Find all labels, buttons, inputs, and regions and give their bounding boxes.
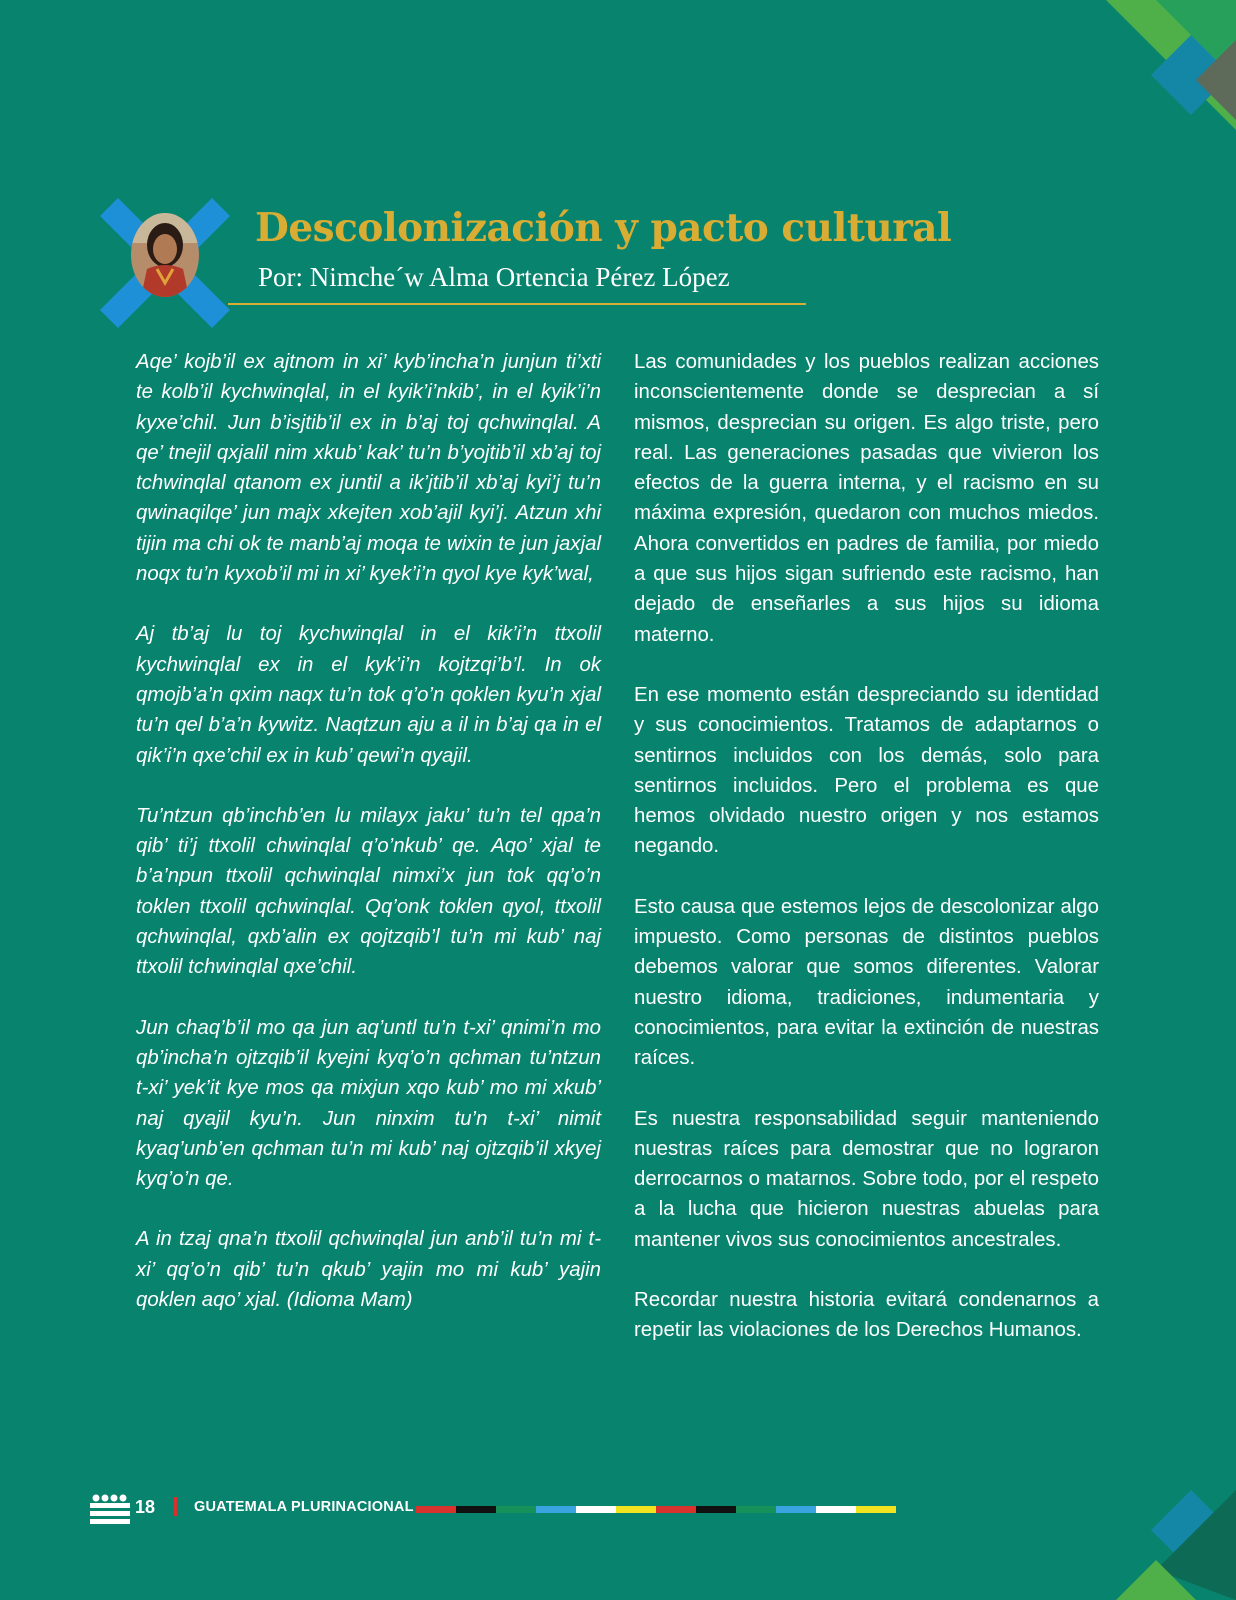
corner-decoration-top: [1096, 0, 1236, 140]
color-stripe: [576, 1506, 616, 1513]
paragraph: Esto causa que estemos lejos de descolonizar algo impuesto. Como personas de distintos pueblos debemos valorar que somos diferentes. Valorar nuestro idioma, tradiciones, indumentaria y conocimientos, para evitar la extinción de nuestras raíces.: [634, 895, 1099, 1070]
paragraph: Aqe’ kojb’il ex ajtnom in xi’ kyb’incha’n junjun ti’xti te kolb’il kychwinqlal, in el kyik’i’nkib’, in el kyik’i’n kyxe’chil. Jun b’isjtib’il ex in b’aj toj qchwinqlal. A qe’ tnejil qxjalil nim xkub’ kak’ tu’n b’yojtib’il xb’aj toj tchwinqlal qtanom ex juntil a ik’jtib’il xb’aj kyi’j tu’n qwinaqilqe’ jun majx xkejten xob’ajil kyi’j. Atzun xhi tijin ma chi ok te manb’aj moqa te wixin te jun jaxjal noqx tu’n kyxob’il mi in xi’ kyek’i’n qyol kye kyk’wal,: [136, 351, 601, 586]
paragraph: En ese momento están despreciando su identidad y sus conocimientos. Tratamos de adaptarnos o sentirnos incluidos con los demás, solo para sentirnos incluidos. Pero el problema es que hemos olvidado nuestro origen y nos estamos negando.: [634, 683, 1099, 858]
page-footer: [88, 1492, 908, 1528]
paragraph: A in tzaj qna’n ttxolil qchwinqlal jun anb’il tu’n mi t-xi’ qq’o’n qib’ tu’n qkub’ yajin mo mi kub’ yajin qoklen aqo’ xjal. (Idioma Mam): [136, 1228, 601, 1312]
author-portrait: [131, 213, 199, 297]
color-stripe: [416, 1506, 456, 1513]
color-stripe: [736, 1506, 776, 1513]
paragraph: Recordar nuestra historia evitará condenarnos a repetir las violaciones de los Derechos Humanos.: [634, 1289, 1099, 1342]
paragraph: Es nuestra responsabilidad seguir manteniendo nuestras raíces para demostrar que no lograron derrocarnos o matarnos. Sobre todo, por el respeto a la lucha que hicieron nuestras abuelas para mantener vivos sus conocimientos ancestrales.: [634, 1107, 1099, 1251]
corner-decoration-bottom: [1096, 1460, 1236, 1600]
people-stack-icon: [88, 1494, 132, 1530]
color-stripe: [776, 1506, 816, 1513]
color-stripe: [856, 1506, 896, 1513]
right-column-spanish: [634, 347, 1099, 1376]
paragraph: Aj tb’aj lu toj kychwinqlal in el kik’i’n ttxolil kychwinqlal ex in el kyk’i’n kojtzqi’b’l. In ok qmojb’a’n qxim naqx tu’n tok q’o’n qoklen kyu’n xjal tu’n qel b’a’n kywitz. Naqtzun aju a il in b’aj qa in el qik’i’n qxe’chil ex in kub’ qewi’n qyajil.: [136, 623, 601, 767]
footer-separator: [174, 1497, 177, 1516]
left-column-mam: [136, 347, 601, 1345]
publication-name: GUATEMALA PLURINACIONAL: [194, 1499, 414, 1515]
page-number: 18: [135, 1497, 156, 1517]
paragraph: Jun chaq’b’il mo qa jun aq’untl tu’n t-xi’ qnimi’n mo qb’incha’n ojtzqib’il kyejni kyq’o’n qchman tu’ntzun t-xi’ yek’it kye mos qa mixjun xqo kub’ mo mi xkub’ naj qyajil kyu’n. Jun ninxim tu’n t-xi’ nimit kyaq’unb’en qchman tu’n mi kub’ naj ojtzqib’il xkyej kyq’o’n qe.: [136, 1016, 601, 1191]
color-stripe: [656, 1506, 696, 1513]
color-stripe: [496, 1506, 536, 1513]
article-title: Descolonización y pacto cultural: [255, 205, 952, 251]
color-stripe: [536, 1506, 576, 1513]
color-stripe: [696, 1506, 736, 1513]
color-stripe: [456, 1506, 496, 1513]
color-stripe: [816, 1506, 856, 1513]
color-stripe: [616, 1506, 656, 1513]
color-stripe-bar: [416, 1506, 896, 1513]
article-byline: Por: Nimche´w Alma Ortencia Pérez López: [258, 262, 730, 292]
title-underline: [228, 303, 806, 305]
paragraph: Tu’ntzun qb’inchb’en lu milayx jaku’ tu’n tel qpa’n qib’ ti’j ttxolil chwinqlal q’o’nkub’ qe. Aqo’ xjal te b’a’npun ttxolil qchwinqlal nimxi’x jun tok qq’o’n toklen ttxolil qchwinqlal. Qq’onk toklen qyol, ttxolil qchwinqlal, qxb’alin ex qojtzqib’l tu’n mi kub’ naj ttxolil tchwinqlal qxe’chil.: [136, 804, 601, 979]
paragraph: Las comunidades y los pueblos realizan acciones inconscientemente donde se desprecian a sí mismos, desprecian su origen. Es algo triste, pero real. Las generaciones pasadas que vivieron los efectos de la guerra interna, y el racismo en su máxima expresión, quedaron con muchos miedos. Ahora convertidos en padres de familia, por miedo a que sus hijos sigan sufriendo este racismo, han dejado de enseñarles a sus hijos su idioma materno.: [634, 351, 1099, 646]
